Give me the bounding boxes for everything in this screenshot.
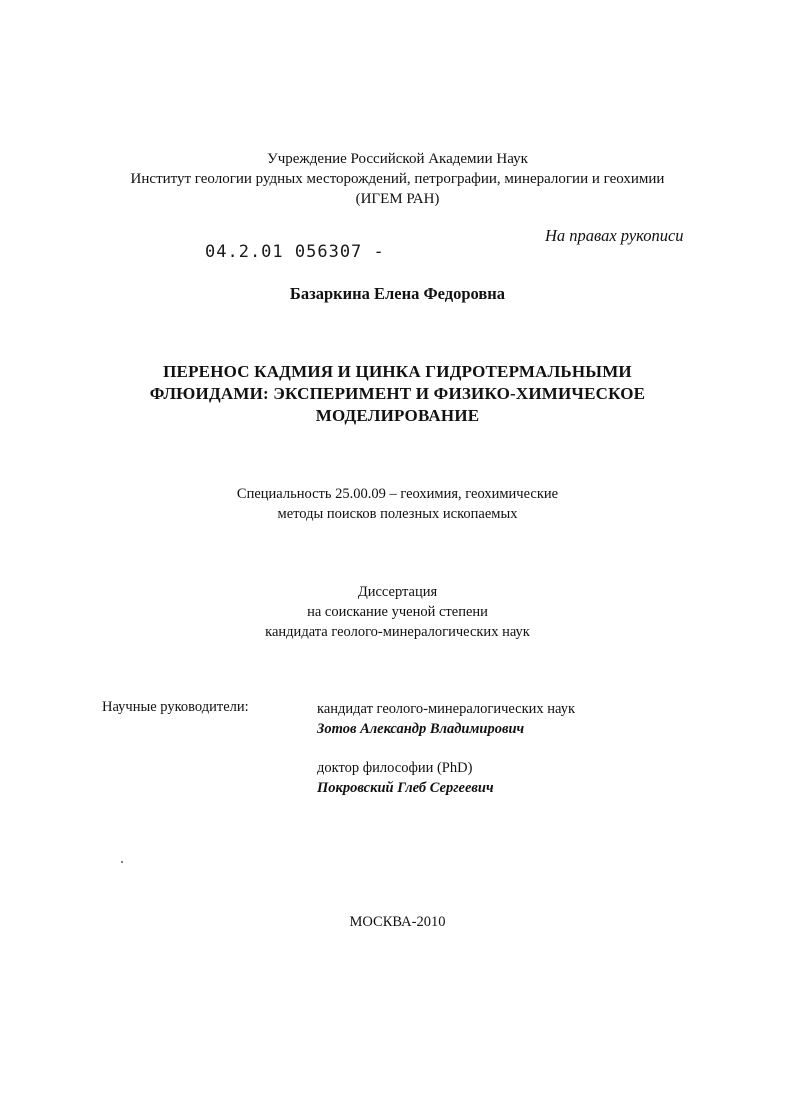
thesis-title [0, 361, 795, 427]
supervisor-entry [317, 699, 575, 739]
registry-number-stamp: 04.2.01 056307 - [205, 242, 385, 262]
supervisor-name: Покровский Глеб Сергеевич [317, 780, 494, 796]
manuscript-rights-note: На правах рукописи [545, 226, 684, 245]
specialty [0, 484, 795, 524]
thesis-title-line-3: МОДЕЛИРОВАНИЕ [315, 406, 480, 425]
dissertation-line-2: на соискание ученой степени [307, 604, 488, 620]
supervisor-degree: кандидат геолого-минералогических наук [317, 701, 576, 717]
dissertation-line-1: Диссертация [357, 584, 438, 600]
institution-header [0, 149, 795, 209]
author-name: Базаркина Елена Федоровна [289, 284, 506, 303]
supervisors-label: Научные руководители: [102, 699, 249, 715]
dissertation-description [0, 582, 795, 642]
specialty-line-1: Специальность 25.00.09 – геохимия, геохимические [236, 486, 559, 502]
supervisor-entry [317, 758, 494, 798]
city-year: МОСКВА-2010 [349, 914, 446, 930]
thesis-title-line-2: ФЛЮИДАМИ: ЭКСПЕРИМЕНТ И ФИЗИКО-ХИМИЧЕСКОЕ [149, 384, 646, 403]
institution-line-2: Институт геологии рудных месторождений, петрографии, минералогии и геохимии [130, 171, 665, 187]
specialty-line-2: методы поисков полезных ископаемых [277, 506, 518, 522]
institution-line-1: Учреждение Российской Академии Наук [267, 151, 528, 167]
supervisor-degree: доктор философии (PhD) [317, 760, 473, 776]
dissertation-line-3: кандидата геолого-минералогических наук [265, 624, 530, 640]
supervisor-name: Зотов Александр Владимирович [317, 721, 525, 737]
scan-speck [121, 861, 123, 863]
thesis-title-line-1: ПЕРЕНОС КАДМИЯ И ЦИНКА ГИДРОТЕРМАЛЬНЫМИ [163, 362, 632, 381]
institution-line-3: (ИГЕМ РАН) [355, 191, 440, 207]
